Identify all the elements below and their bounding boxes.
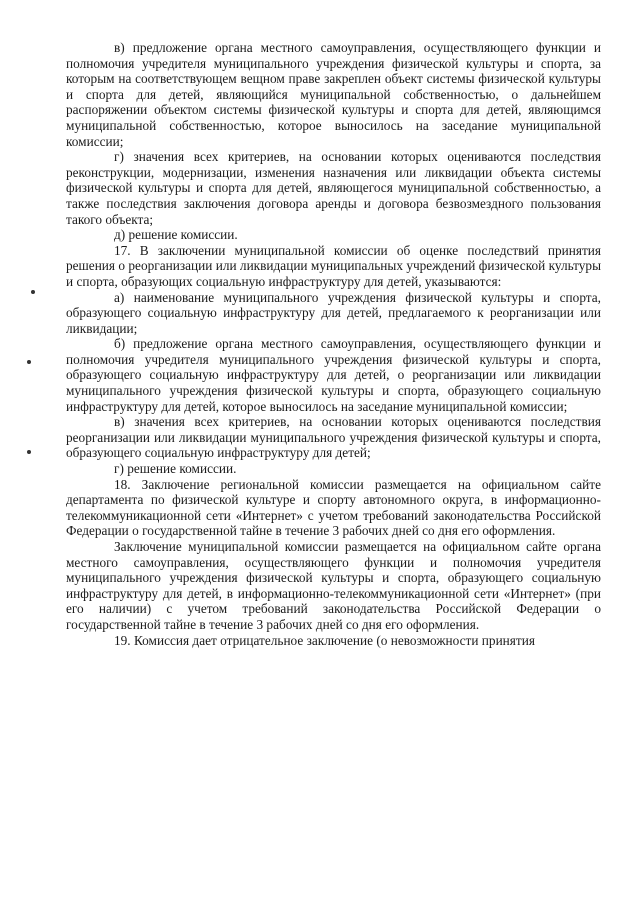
scan-mark-dot (27, 450, 31, 454)
paragraph-17g: г) решение комиссии. (114, 461, 237, 477)
paragraph-17: 17. В заключении муниципальной комиссии об оценке последствий принятия решения о реорганизации или ликвидации муниципальных учреждений физической культуры и спорта, образующих социальную инфраструктуру для детей, указываются: (66, 242, 601, 289)
paragraph-19: 19. Комиссия дает отрицательное заключение (о невозможности принятия (114, 632, 535, 648)
paragraph-18-second: Заключение муниципальной комиссии размещается на официальном сайте органа местного самоуправления, осуществляющего функции и полномочия учредителя муниципального учреждения физической культуры и спорта, образующего социальную инфраструктуру для детей, в информационно-телекоммуникационной сети «Интернет» (при его наличии) с учетом требований законодательства Российской Федерации о государственной тайне в течение 3 рабочих дней со дня его оформления. (66, 539, 601, 632)
paragraph-17a: а) наименование муниципального учреждения физической культуры и спорта, образующего социальную инфраструктуру для детей, предлагаемого к реорганизации или ликвидации; (66, 289, 601, 336)
paragraph-17b: б) предложение органа местного самоуправления, осуществляющего функции и полномочия учредителя муниципального учреждения физической культуры и спорта, образующего социальную инфраструктуру для детей, о реорганизации или ликвидации муниципального учреждения физической культуры и спорта, образующего социальную инфраструктуру для детей, которое выносилось на заседание муниципальной комиссии; (66, 336, 601, 414)
paragraph-17v: в) значения всех критериев, на основании которых оцениваются последствия реорганизации или ликвидации муниципального учреждения физической культуры и спорта, образующего социальную инфраструктуру для детей; (66, 414, 601, 461)
paragraph-16d: д) решение комиссии. (114, 227, 238, 243)
scan-mark-dot (31, 290, 35, 294)
paragraph-16v: в) предложение органа местного самоуправления, осуществляющего функции и полномочия учредителя муниципального учреждения физической культуры и спорта, за которым на соответствующем вещном праве закреплен объект системы физической культуры и спорта для детей, являющийся муниципальной собственностью, о дальнейшем распоряжении объектом системы физической культуры и спорта для детей, являющимся муниципальной собственностью, которое выносилось на заседание муниципальной комиссии; (66, 40, 601, 149)
document-body (66, 40, 601, 648)
paragraph-18: 18. Заключение региональной комиссии размещается на официальном сайте департамента по физической культуре и спорту автономного округа, в информационно-телекоммуникационной сети «Интернет» с учетом требований законодательства Российской Федерации о государственной тайне в течение 3 рабочих дней со дня его оформления. (66, 476, 601, 539)
scan-mark-dot (27, 360, 31, 364)
paragraph-16g: г) значения всех критериев, на основании которых оцениваются последствия реконструкции, модернизации, изменения назначения или ликвидации объекта системы физической культуры и спорта для детей, являющегося муниципальной собственностью, а также последствия заключения договора аренды и договора безвозмездного пользования такого объекта; (66, 149, 601, 227)
